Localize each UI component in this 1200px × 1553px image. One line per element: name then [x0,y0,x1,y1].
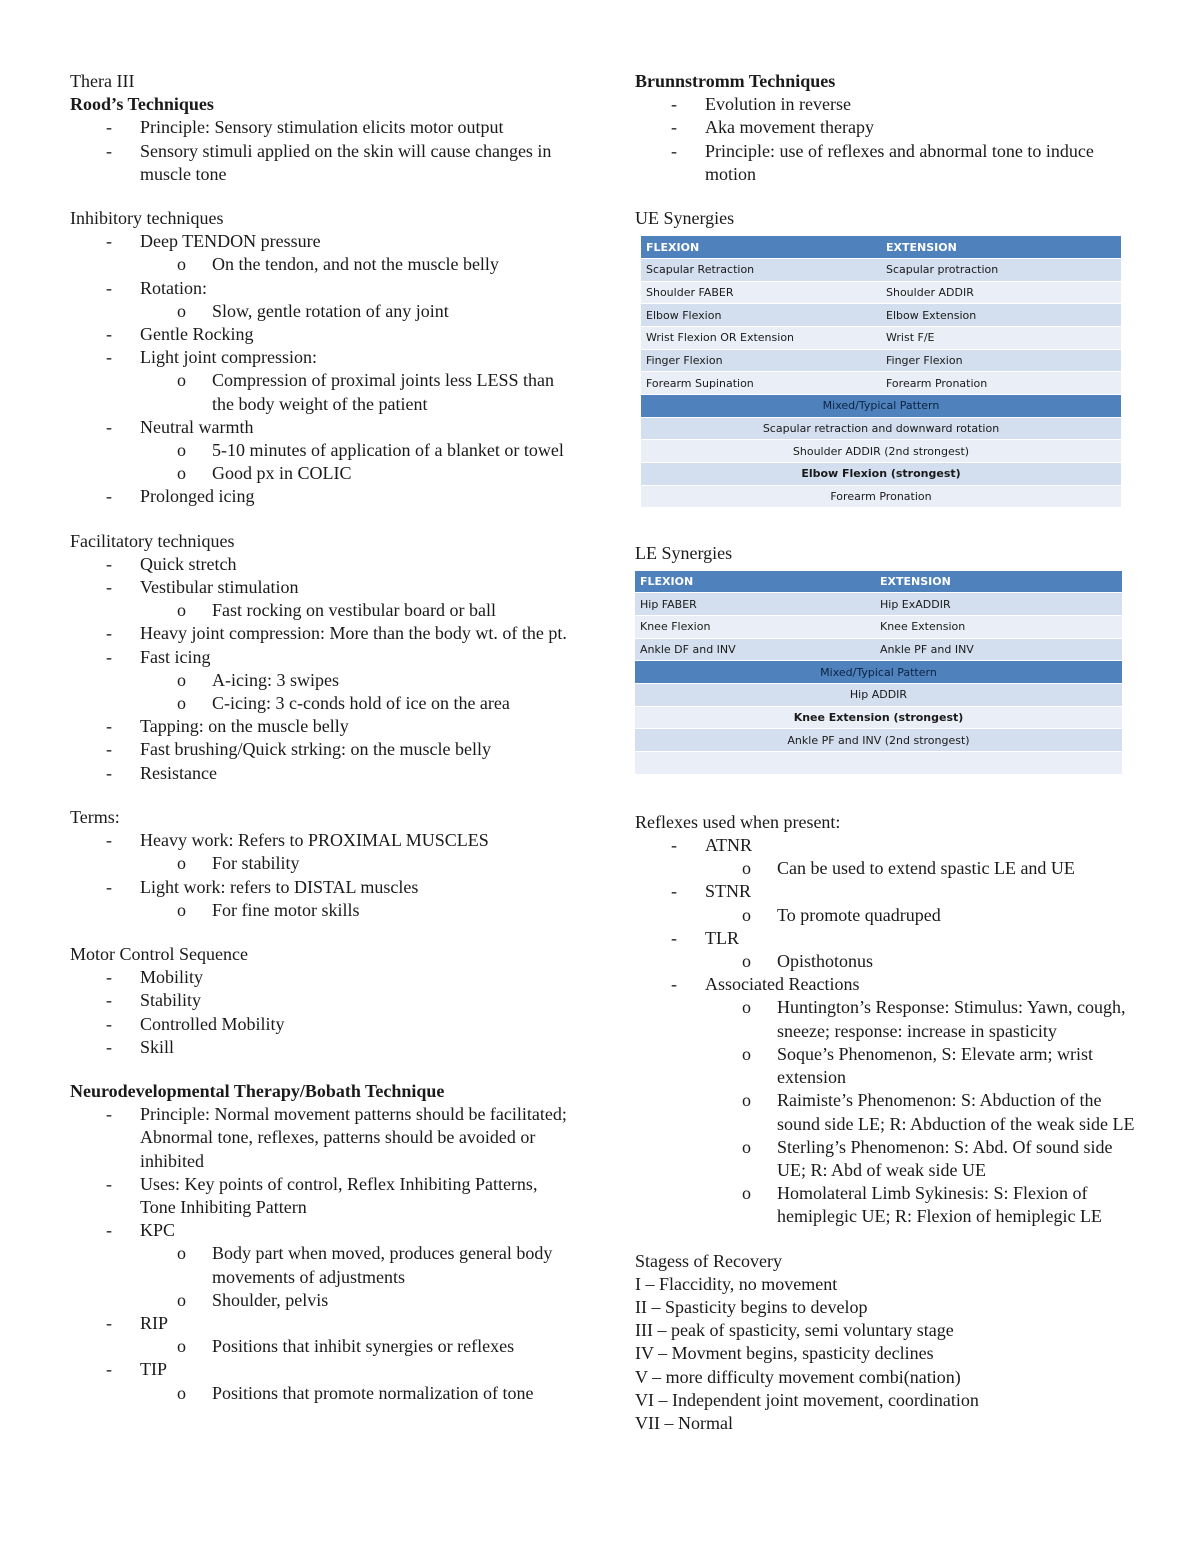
list-item: - Heavy joint compression: More than the body wt. of the pt. [106,623,567,644]
list-item: - Stability [106,990,202,1011]
ue-synergies-table [641,236,1121,508]
table-row: FLEXION EXTENSION [635,571,1122,593]
sub-item: o Slow, gentle rotation of any joint [177,300,449,321]
terms-heading: Terms: [70,806,120,827]
sub-item: o Fast rocking on vestibular board or ball [177,600,496,621]
left-column [70,70,570,1405]
sub-item: o Body part when moved, produces general body movements of adjustments [177,1243,553,1287]
list-item: - Principle: use of reflexes and abnormal tone to induce motion [671,140,1094,184]
brunnstrom-heading: Brunnstromm Techniques [635,71,836,91]
list-item: - Heavy work: Refers to PROXIMAL MUSCLES [106,830,489,851]
table-row: Ankle DF and INV Ankle PF and INV [635,638,1122,661]
sub-item: o Raimiste’s Phenomenon: S: Abduction of the sound side LE; R: Abduction of the weak side LE [742,1090,1135,1134]
list-item: - Quick stretch [106,553,237,574]
list-item: II – Spasticity begins to develop [635,1296,868,1317]
table-row: Shoulder FABER Shoulder ADDIR [641,281,1121,304]
table-row: FLEXION EXTENSION [641,236,1121,258]
le-synergies-table [635,571,1122,775]
table-row: Ankle PF and INV (2nd strongest) [635,729,1122,752]
sub-item: o Good px in COLIC [177,463,352,484]
list-item: - Aka movement therapy [671,117,874,138]
table-row: Hip FABER Hip ExADDIR [635,593,1122,616]
reflexes-heading: Reflexes used when present: [635,811,841,832]
list-item: - Gentle Rocking [106,324,254,345]
table-row: Elbow Flexion Elbow Extension [641,304,1121,327]
list-item: - Fast icing [106,646,211,667]
inhibitory-heading: Inhibitory techniques [70,208,224,229]
table-row: Knee Flexion Knee Extension [635,616,1122,639]
sub-item: o On the tendon, and not the muscle belly [177,254,499,275]
list-item: - Associated Reactions [671,974,860,995]
list-item: - Principle: Normal movement patterns should be facilitated; Abnormal tone, reflexes, patterns should be avoided or inhibited [106,1104,567,1171]
sub-item: o Can be used to extend spastic LE and UE [742,858,1075,879]
list-item: - Controlled Mobility [106,1013,285,1034]
list-item: VI – Independent joint movement, coordination [635,1389,979,1410]
list-item: - Tapping: on the muscle belly [106,716,349,737]
sub-item: o A-icing: 3 swipes [177,669,339,690]
table-row: Forearm Supination Forearm Pronation [641,372,1121,395]
list-item: - Uses: Key points of control, Reflex Inhibiting Patterns, Tone Inhibiting Pattern [106,1173,538,1217]
table-row: Mixed/Typical Pattern [635,661,1122,684]
sub-item: o To promote quadruped [742,904,941,925]
table-row: Forearm Pronation [641,485,1121,508]
list-item: - STNR [671,881,752,902]
ndt-heading: Neurodevelopmental Therapy/Bobath Technique [70,1080,445,1101]
list-item: I – Flaccidity, no movement [635,1273,838,1294]
list-item: - RIP [106,1312,169,1333]
list-item: - Rotation: [106,277,207,298]
sub-item: o Shoulder, pelvis [177,1289,329,1310]
sub-item: o Huntington’s Response: Stimulus: Yawn, cough, sneeze; response: increase in spasticity [742,997,1126,1041]
list-item: - Light work: refers to DISTAL muscles [106,876,419,897]
le-synergies-heading: LE Synergies [635,543,733,564]
sub-item: o Compression of proximal joints less LESS than the body weight of the patient [177,370,554,414]
sub-item: o Soque’s Phenomenon, S: Elevate arm; wrist extension [742,1043,1093,1088]
rood-heading: Rood’s Techniques [70,94,214,115]
table-row: Finger Flexion Finger Flexion [641,349,1121,372]
facilitatory-heading: Facilitatory techniques [70,530,235,551]
motor-heading: Motor Control Sequence [70,943,248,964]
list-item: III – peak of spasticity, semi voluntary stage [635,1320,954,1341]
table-row: Hip ADDIR [635,684,1122,707]
sub-item: o Positions that promote normalization of tone [177,1382,534,1403]
list-item: - Mobility [106,967,204,988]
list-item: - KPC [106,1220,176,1241]
course-title: Thera III [70,71,135,91]
table-row: Mixed/Typical Pattern [641,395,1121,418]
stages-heading: Stagess of Recovery [635,1250,782,1271]
list-item: - Vestibular stimulation [106,577,299,598]
sub-item: o Sterling’s Phenomenon: S: Abd. Of sound side UE; R: Abd of weak side UE [742,1136,1113,1180]
table-row [635,752,1122,775]
table-row: Knee Extension (strongest) [635,706,1122,729]
list-item: - Neutral warmth [106,416,254,437]
list-item: - Principle: Sensory stimulation elicits motor output [106,117,504,138]
list-item: - Resistance [106,762,217,783]
sub-item: o For fine motor skills [177,899,360,920]
sub-item: o Opisthotonus [742,951,874,972]
list-item: - Prolonged icing [106,486,255,507]
list-item: - Fast brushing/Quick strking: on the muscle belly [106,739,491,760]
sub-item: o Homolateral Limb Sykinesis: S: Flexion of hemiplegic UE; R: Flexion of hemiplegic LE [742,1183,1102,1227]
list-item: - Skill [106,1036,175,1057]
table-row: Wrist Flexion OR Extension Wrist F/E [641,326,1121,349]
list-item: - Evolution in reverse [671,94,851,115]
list-item: - ATNR [671,835,753,856]
list-item: IV – Movment begins, spasticity declines [635,1343,934,1364]
right-column [635,70,1135,1435]
list-item: V – more difficulty movement combi(nation) [635,1366,961,1387]
list-item: - Sensory stimuli applied on the skin will cause changes in muscle tone [106,140,552,184]
list-item: - TIP [106,1359,167,1380]
sub-item: o Positions that inhibit synergies or reflexes [177,1336,515,1357]
table-row: Scapular Retraction Scapular protraction [641,258,1121,281]
table-row: Elbow Flexion (strongest) [641,463,1121,486]
list-item: VII – Normal [635,1412,733,1433]
sub-item: o 5-10 minutes of application of a blanket or towel [177,440,564,461]
list-item: - Deep TENDON pressure [106,231,321,252]
sub-item: o For stability [177,853,300,874]
list-item: - TLR [671,927,739,948]
ue-synergies-heading: UE Synergies [635,208,735,229]
table-row: Scapular retraction and downward rotation [641,417,1121,440]
list-item: - Light joint compression: [106,347,317,368]
table-row: Shoulder ADDIR (2nd strongest) [641,440,1121,463]
sub-item: o C-icing: 3 c-conds hold of ice on the area [177,693,510,714]
